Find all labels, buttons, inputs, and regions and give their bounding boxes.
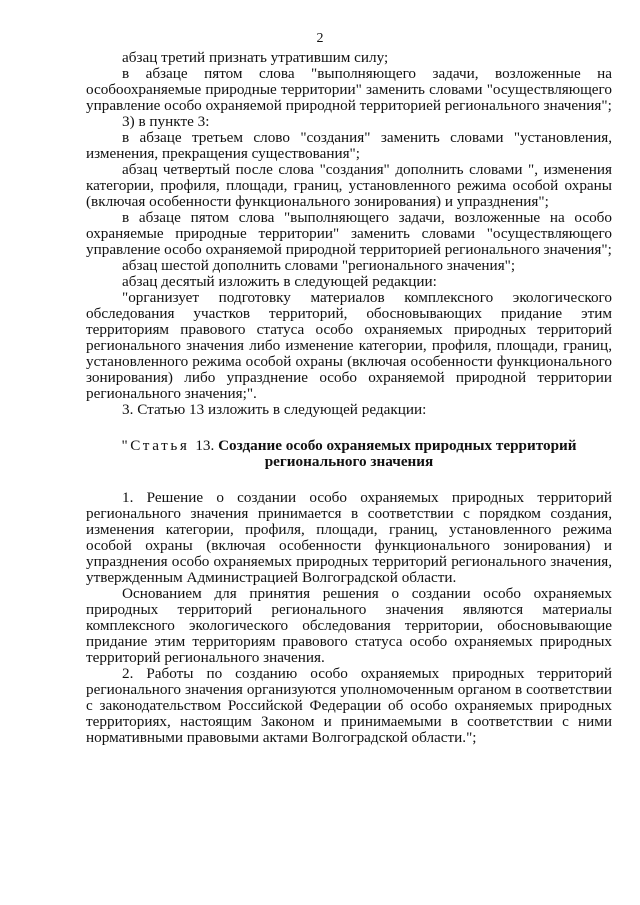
paragraph: в абзаце пятом слова "выполняющего задачи, возложенные на особо охраняемые природные территории" заменить словами "осуществляющего управление особо охраняемой природной территорией регионального значения"; (86, 209, 612, 258)
paragraph: 3) в пункте 3: (122, 113, 210, 130)
paragraph: в абзаце пятом слова "выполняющего задачи, возложенные на особоохраняемые природные территории" заменить словами "осуществляющего управление особо охраняемой природной территорией регионального значения"; (86, 65, 612, 114)
article-title: Создание особо охраняемых природных территорий регионального значения (218, 437, 577, 470)
paragraph: абзац десятый изложить в следующей редакции: (122, 273, 437, 290)
article-heading (86, 438, 612, 470)
page-number: 2 (316, 31, 324, 46)
article-number: 13. (195, 437, 215, 454)
paragraph: в абзаце третьем слово "создания" заменить словами "установления, изменения, прекращения существования"; (86, 129, 612, 162)
paragraph: "организует подготовку материалов комплексного экологического обследования участков территорий, обосновывающих придание этим территориям правового статуса особо охраняемых природных территорий регионального значения либо изменение категории, профиля, площади, границ, установленного режима особой охраны (включая особенности функционального зонирования) либо упразднение особо охраняемой природной территории регионального значения;". (86, 289, 612, 402)
paragraph: абзац шестой дополнить словами "регионального значения"; (122, 257, 516, 274)
spacer (86, 418, 612, 438)
spacer (86, 470, 612, 490)
paragraph: абзац третий признать утратившим силу; (122, 49, 389, 66)
paragraph: абзац четвертый после слова "создания" дополнить словами ", изменения категории, профиля, площади, границ, установленного режима особой охраны (включая особенности функционального зонирования) и упразднения"; (86, 161, 612, 210)
paragraph: 1. Решение о создании особо охраняемых природных территорий регионального значения принимается в соответствии с порядком создания, изменения категории, профиля, площади, границ, установленного режима особой охраны (включая особенности функционального зонирования) и упразднения особо охраняемых природных территорий регионального значения, утвержденным Администрацией Волгоградской области. (86, 489, 612, 586)
paragraph: 3. Статью 13 изложить в следующей редакции: (122, 401, 427, 418)
paragraph: 2. Работы по созданию особо охраняемых природных территорий регионального значения организуются уполномоченным органом в соответствии с законодательством Российской Федерации об особо охраняемых природных территориях, настоящим Законом и принимаемыми в соответствии с ними нормативными правовыми актами Волгоградской области."; (86, 665, 612, 746)
document-body (86, 50, 612, 746)
paragraph: Основанием для принятия решения о создании особо охраняемых природных территорий регионального значения являются материалы комплексного экологического обследования территории, обосновывающие придание этим территориям правового статуса особо охраняемых природных территорий регионального значения. (86, 585, 612, 666)
article-prefix: "Статья (121, 437, 190, 454)
